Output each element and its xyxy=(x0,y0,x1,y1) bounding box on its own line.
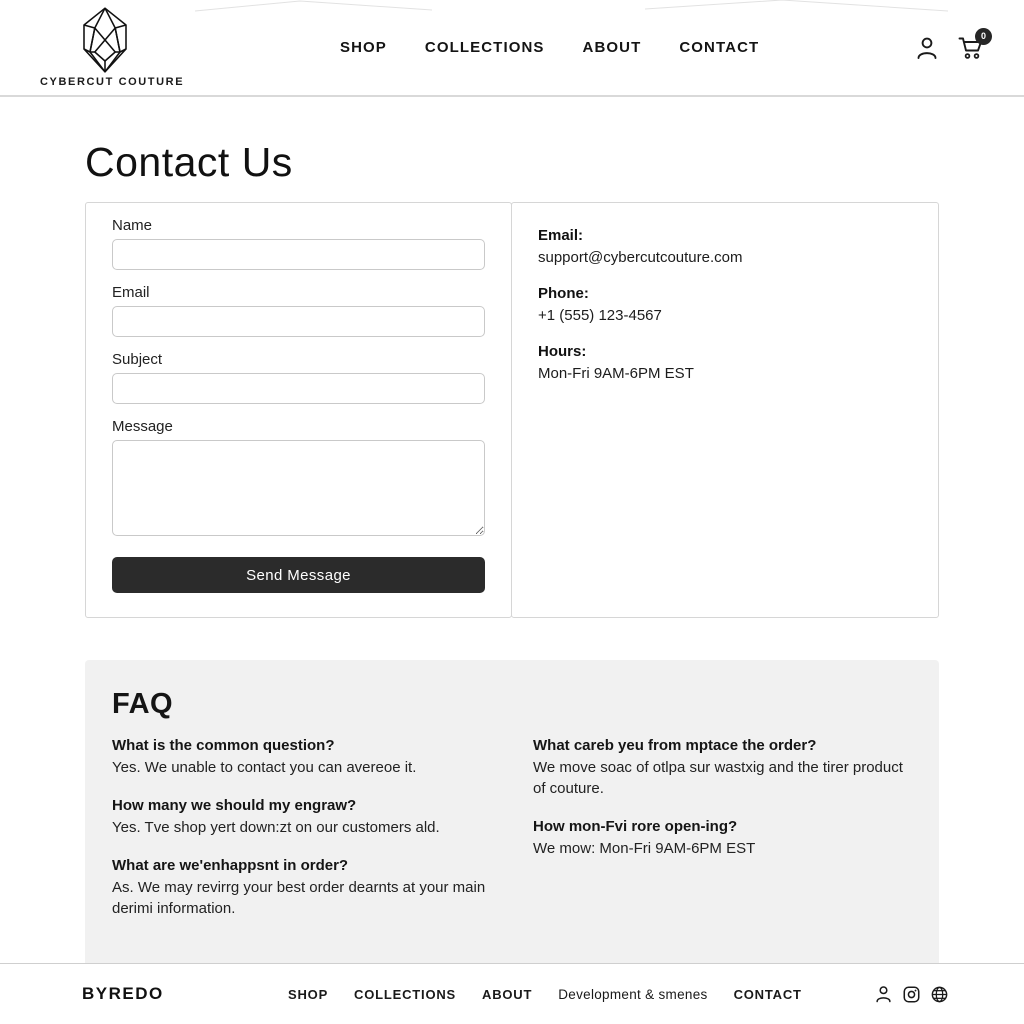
send-message-button[interactable]: Send Message xyxy=(112,557,485,593)
info-phone xyxy=(538,283,912,327)
info-hours-label: Hours: xyxy=(538,343,587,360)
faq-section xyxy=(85,660,939,972)
cart-button[interactable] xyxy=(958,30,986,61)
nav-item-shop[interactable]: SHOP xyxy=(340,39,387,56)
account-icon xyxy=(875,985,892,1003)
footer xyxy=(0,963,1024,1024)
brand-name: CYBERCUT COUTURE xyxy=(40,76,185,88)
header xyxy=(0,0,1024,97)
info-hours xyxy=(538,341,912,385)
nav-item-contact[interactable]: CONTACT xyxy=(679,39,760,56)
cart-count-badge: 0 xyxy=(975,28,992,45)
faq-item xyxy=(533,818,912,859)
info-hours-value: Mon-Fri 9AM-6PM EST xyxy=(538,365,694,382)
message-label: Message xyxy=(112,418,173,435)
contact-form xyxy=(85,202,512,618)
faq-answer: Yes. We unable to contact you can avereoe it. xyxy=(112,759,417,776)
faq-question: What are we'enhappsnt in order? xyxy=(112,857,349,874)
info-phone-label: Phone: xyxy=(538,285,589,302)
info-email-value: support@cybercutcouture.com xyxy=(538,249,743,266)
contact-section xyxy=(85,202,939,618)
faq-answer: We mow: Mon-Fri 9AM-6PM EST xyxy=(533,840,756,857)
faq-question: What is the common question? xyxy=(112,737,335,754)
gem-logo-icon xyxy=(78,6,132,74)
nav-item-collections[interactable]: COLLECTIONS xyxy=(424,39,545,56)
faq-item xyxy=(112,737,491,778)
globe-button[interactable] xyxy=(931,986,948,1003)
brand-logo[interactable] xyxy=(40,6,185,88)
name-input[interactable] xyxy=(112,239,485,270)
contact-info-panel xyxy=(511,202,939,618)
footer-account-button[interactable] xyxy=(875,985,892,1003)
faq-item xyxy=(112,857,491,919)
faq-answer: We move soac of otlpa sur wastxig and the tirer product of couture. xyxy=(533,759,903,797)
faq-question: What careb yeu from mptace the order? xyxy=(533,737,817,754)
faq-title: FAQ xyxy=(112,688,174,720)
globe-icon xyxy=(931,986,948,1003)
subject-input[interactable] xyxy=(112,373,485,404)
footer-nav-about[interactable]: ABOUT xyxy=(482,986,533,1002)
info-phone-value: +1 (555) 123-4567 xyxy=(538,307,662,324)
footer-nav-contact[interactable]: CONTACT xyxy=(733,986,802,1002)
footer-brand[interactable]: BYREDO xyxy=(82,984,164,1003)
faq-item xyxy=(112,797,491,838)
message-textarea[interactable] xyxy=(112,440,485,536)
footer-nav-shop[interactable]: SHOP xyxy=(288,986,329,1002)
footer-nav xyxy=(288,987,802,1002)
faq-column-right xyxy=(533,737,912,938)
instagram-icon xyxy=(903,986,920,1003)
subject-label: Subject xyxy=(112,351,163,368)
faq-item xyxy=(533,737,912,799)
faq-answer: As. We may revirrg your best order dearnts at your main derimi information. xyxy=(112,879,486,917)
footer-nav-development[interactable]: Development & smenes xyxy=(558,986,708,1002)
faq-answer: Yes. Tve shop yert down:zt on our customers ald. xyxy=(112,819,440,836)
email-label: Email xyxy=(112,284,150,301)
main-content xyxy=(0,139,1024,618)
faq-grid xyxy=(112,737,912,938)
header-actions xyxy=(916,0,984,95)
nav-item-about[interactable]: ABOUT xyxy=(582,39,642,56)
faq-column-left xyxy=(112,737,491,938)
email-input[interactable] xyxy=(112,306,485,337)
instagram-button[interactable] xyxy=(903,986,920,1003)
faq-question: How mon-Fvi rore open-ing? xyxy=(533,818,738,835)
faq-question: How many we should my engraw? xyxy=(112,797,357,814)
info-email-label: Email: xyxy=(538,227,584,244)
footer-nav-collections[interactable]: COLLECTIONS xyxy=(354,986,457,1002)
account-button[interactable] xyxy=(916,36,938,60)
account-icon xyxy=(916,36,938,60)
footer-social xyxy=(875,985,948,1003)
name-label: Name xyxy=(112,217,153,234)
page-title: Contact Us xyxy=(85,139,293,185)
info-email xyxy=(538,225,912,269)
main-nav xyxy=(340,0,759,95)
